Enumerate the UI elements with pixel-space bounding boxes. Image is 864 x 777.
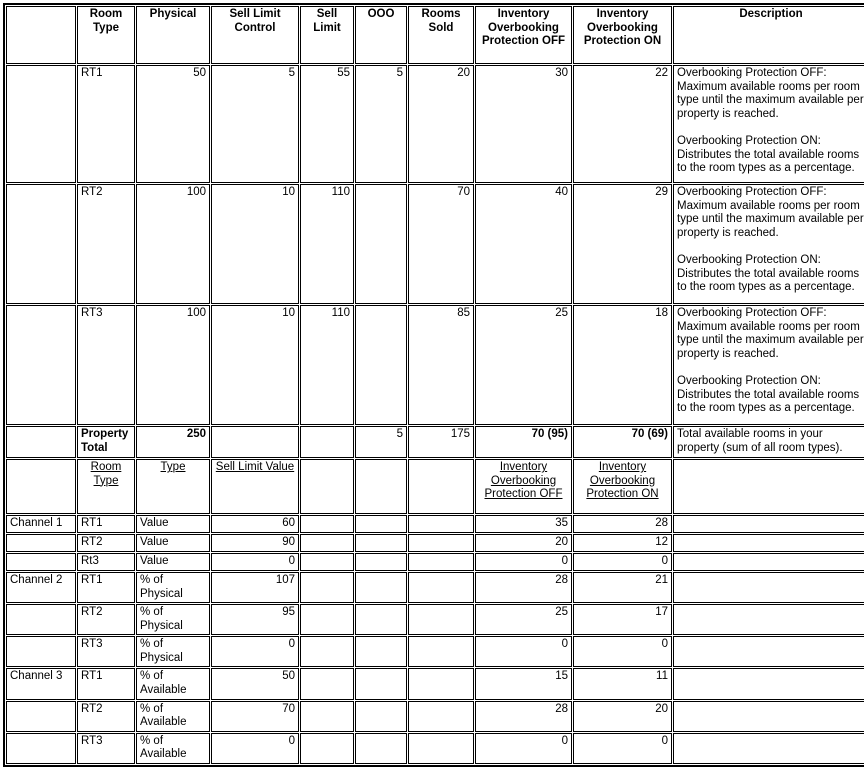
cell-sell-limit-value: 107 [211, 572, 299, 603]
cell-overbooking-on: 0 [573, 553, 672, 571]
cell-blank-1 [300, 534, 354, 552]
cell-blank-2 [355, 636, 407, 667]
header-cell-blank [6, 6, 76, 64]
desc-line-on-body: Distributes the total available rooms to the room types as a percentage. [677, 267, 860, 294]
cell-description [673, 701, 864, 732]
cell-blank-3 [408, 733, 474, 764]
cell-room-type: RT1 [77, 572, 135, 603]
subheader-cell-blank-3 [355, 459, 407, 514]
cell-sell-limit-value: 90 [211, 534, 299, 552]
cell-rooms-sold: 20 [408, 65, 474, 183]
cell-overbooking-off: 30 [475, 65, 572, 183]
cell-room-type: RT2 [77, 184, 135, 304]
cell-room-type: RT1 [77, 668, 135, 699]
subheader-cell-blank-5 [673, 459, 864, 514]
cell-room-type: RT2 [77, 534, 135, 552]
cell-blank-1 [300, 604, 354, 635]
cell-blank-2 [355, 733, 407, 764]
desc-line-on-body: Distributes the total available rooms to the room types as a percentage. [677, 148, 860, 175]
desc-line-on-title: Overbooking Protection ON: [677, 135, 821, 148]
cell-blank-3 [408, 701, 474, 732]
cell-description [673, 636, 864, 667]
row-group-cell [6, 426, 76, 458]
cell-channel: Channel 2 [6, 572, 76, 603]
channel-row [6, 534, 864, 552]
cell-type: % of Available [136, 733, 210, 764]
cell-overbooking-on: 29 [573, 184, 672, 304]
cell-blank-3 [408, 636, 474, 667]
cell-blank-1 [300, 701, 354, 732]
cell-overbooking-off: 25 [475, 305, 572, 425]
subheader-cell-overbooking-off [475, 459, 572, 514]
cell-blank-3 [408, 668, 474, 699]
channel-row [6, 668, 864, 699]
cell-description [673, 65, 864, 183]
subheader-room-type-label: Room Type [90, 461, 122, 487]
cell-description [673, 733, 864, 764]
cell-rooms-sold: 70 [408, 184, 474, 304]
cell-room-type: RT2 [77, 604, 135, 635]
cell-overbooking-on: 20 [573, 701, 672, 732]
desc-spacer [677, 361, 864, 375]
desc-line-off-body: Maximum available rooms per room type until the maximum available per property is reached. [677, 80, 864, 120]
table-subheader-row [6, 459, 864, 514]
channel-row [6, 515, 864, 533]
cell-type: % of Physical [136, 636, 210, 667]
cell-overbooking-on: 0 [573, 636, 672, 667]
cell-blank-1 [300, 515, 354, 533]
cell-blank-2 [355, 668, 407, 699]
cell-channel [6, 553, 76, 571]
cell-ooo: 5 [355, 426, 407, 458]
subheader-overbooking-off-label: Inventory Overbooking Protection OFF [484, 461, 563, 501]
cell-physical: 100 [136, 305, 210, 425]
desc-spacer [677, 121, 864, 135]
cell-ooo [355, 305, 407, 425]
cell-overbooking-off: 25 [475, 604, 572, 635]
channel-row [6, 604, 864, 635]
cell-type: % of Physical [136, 604, 210, 635]
subheader-sell-limit-value-label: Sell Limit Value [215, 461, 295, 473]
cell-ooo: 5 [355, 65, 407, 183]
cell-blank-3 [408, 604, 474, 635]
cell-overbooking-off: 40 [475, 184, 572, 304]
cell-overbooking-off: 35 [475, 515, 572, 533]
cell-physical: 50 [136, 65, 210, 183]
cell-description [673, 572, 864, 603]
cell-channel: Channel 1 [6, 515, 76, 533]
cell-description [673, 515, 864, 533]
cell-sell-limit: 110 [300, 305, 354, 425]
cell-sell-limit-value: 0 [211, 553, 299, 571]
cell-overbooking-on: 11 [573, 668, 672, 699]
channel-row [6, 553, 864, 571]
subheader-cell-type [136, 459, 210, 514]
property-total-row [6, 426, 864, 458]
cell-blank-1 [300, 668, 354, 699]
cell-blank-1 [300, 636, 354, 667]
cell-overbooking-on: 17 [573, 604, 672, 635]
cell-description [673, 604, 864, 635]
desc-line-on-title: Overbooking Protection ON: [677, 375, 821, 388]
channel-row [6, 733, 864, 764]
row-group-cell [6, 305, 76, 425]
cell-physical: 250 [136, 426, 210, 458]
subheader-cell-blank-4 [408, 459, 474, 514]
cell-type: % of Available [136, 668, 210, 699]
cell-type: Value [136, 553, 210, 571]
desc-line-off-title: Overbooking Protection OFF: [677, 67, 827, 79]
desc-line-off-body: Maximum available rooms per room type until the maximum available per property is reached. [677, 199, 864, 239]
cell-ooo [355, 184, 407, 304]
cell-sell-limit [300, 426, 354, 458]
cell-blank-3 [408, 553, 474, 571]
cell-blank-3 [408, 515, 474, 533]
cell-overbooking-off: 0 [475, 733, 572, 764]
desc-line-off-title: Overbooking Protection OFF: [677, 307, 827, 319]
desc-line-on-title: Overbooking Protection ON: [677, 254, 821, 267]
subheader-cell-blank [6, 459, 76, 514]
cell-overbooking-on: 28 [573, 515, 672, 533]
table-row [6, 305, 864, 425]
cell-blank-2 [355, 534, 407, 552]
cell-description [673, 305, 864, 425]
cell-blank-2 [355, 515, 407, 533]
cell-channel [6, 604, 76, 635]
cell-type: Value [136, 515, 210, 533]
cell-description [673, 534, 864, 552]
cell-property-total-label: Property Total [77, 426, 135, 458]
cell-room-type: RT1 [77, 65, 135, 183]
cell-overbooking-off: 0 [475, 636, 572, 667]
cell-overbooking-off: 0 [475, 553, 572, 571]
header-cell-overbooking-on: Inventory Overbooking Protection ON [573, 6, 672, 64]
cell-overbooking-on: 21 [573, 572, 672, 603]
header-cell-sell-limit: Sell Limit [300, 6, 354, 64]
inventory-overbooking-table [3, 3, 864, 767]
cell-blank-1 [300, 572, 354, 603]
cell-overbooking-on: 70 (69) [573, 426, 672, 458]
cell-room-type: RT3 [77, 733, 135, 764]
cell-blank-1 [300, 553, 354, 571]
cell-type: % of Physical [136, 572, 210, 603]
cell-blank-1 [300, 733, 354, 764]
header-cell-physical: Physical [136, 6, 210, 64]
desc-line-off-body: Maximum available rooms per room type until the maximum available per property is reached. [677, 320, 864, 360]
cell-room-type: RT3 [77, 636, 135, 667]
cell-sell-limit-control: 10 [211, 305, 299, 425]
cell-sell-limit: 55 [300, 65, 354, 183]
cell-rooms-sold: 175 [408, 426, 474, 458]
cell-description [673, 668, 864, 699]
cell-blank-2 [355, 572, 407, 603]
cell-overbooking-on: 12 [573, 534, 672, 552]
cell-rooms-sold: 85 [408, 305, 474, 425]
cell-sell-limit-control [211, 426, 299, 458]
channel-row [6, 572, 864, 603]
subheader-cell-blank-2 [300, 459, 354, 514]
channel-row [6, 636, 864, 667]
table-row [6, 65, 864, 183]
cell-channel [6, 733, 76, 764]
cell-channel: Channel 3 [6, 668, 76, 699]
cell-channel [6, 534, 76, 552]
cell-type: Value [136, 534, 210, 552]
cell-sell-limit-value: 0 [211, 733, 299, 764]
desc-line-on-body: Distributes the total available rooms to the room types as a percentage. [677, 388, 860, 415]
cell-overbooking-off: 15 [475, 668, 572, 699]
cell-room-type: RT2 [77, 701, 135, 732]
subheader-cell-room-type [77, 459, 135, 514]
cell-overbooking-off: 70 (95) [475, 426, 572, 458]
cell-sell-limit-value: 50 [211, 668, 299, 699]
cell-sell-limit-control: 5 [211, 65, 299, 183]
subheader-cell-overbooking-on [573, 459, 672, 514]
cell-blank-2 [355, 701, 407, 732]
header-cell-rooms-sold: Rooms Sold [408, 6, 474, 64]
header-cell-overbooking-off: Inventory Overbooking Protection OFF [475, 6, 572, 64]
cell-room-type: RT3 [77, 305, 135, 425]
table-row [6, 184, 864, 304]
cell-overbooking-off: 28 [475, 701, 572, 732]
channel-row [6, 701, 864, 732]
cell-blank-3 [408, 572, 474, 603]
cell-blank-3 [408, 534, 474, 552]
cell-overbooking-on: 0 [573, 733, 672, 764]
cell-sell-limit-value: 60 [211, 515, 299, 533]
table-header-row [6, 6, 864, 64]
header-cell-ooo: OOO [355, 6, 407, 64]
cell-sell-limit: 110 [300, 184, 354, 304]
cell-blank-2 [355, 553, 407, 571]
cell-description [673, 184, 864, 304]
desc-line-off-title: Overbooking Protection OFF: [677, 186, 827, 198]
cell-channel [6, 636, 76, 667]
cell-channel [6, 701, 76, 732]
row-group-cell [6, 65, 76, 183]
header-cell-room-type: Room Type [77, 6, 135, 64]
cell-description [673, 553, 864, 571]
cell-room-type: Rt3 [77, 553, 135, 571]
cell-sell-limit-value: 95 [211, 604, 299, 635]
cell-sell-limit-control: 10 [211, 184, 299, 304]
cell-overbooking-off: 20 [475, 534, 572, 552]
cell-physical: 100 [136, 184, 210, 304]
header-cell-description: Description [673, 6, 864, 64]
cell-blank-2 [355, 604, 407, 635]
row-group-cell [6, 184, 76, 304]
subheader-type-label: Type [160, 461, 186, 473]
cell-room-type: RT1 [77, 515, 135, 533]
cell-sell-limit-value: 70 [211, 701, 299, 732]
cell-sell-limit-value: 0 [211, 636, 299, 667]
cell-overbooking-on: 18 [573, 305, 672, 425]
cell-type: % of Available [136, 701, 210, 732]
desc-spacer [677, 240, 864, 254]
cell-description: Total available rooms in your property (sum of all room types). [673, 426, 864, 458]
header-cell-sell-limit-control: Sell Limit Control [211, 6, 299, 64]
cell-overbooking-on: 22 [573, 65, 672, 183]
cell-overbooking-off: 28 [475, 572, 572, 603]
subheader-overbooking-on-label: Inventory Overbooking Protection ON [586, 461, 659, 501]
subheader-cell-sell-limit-value [211, 459, 299, 514]
